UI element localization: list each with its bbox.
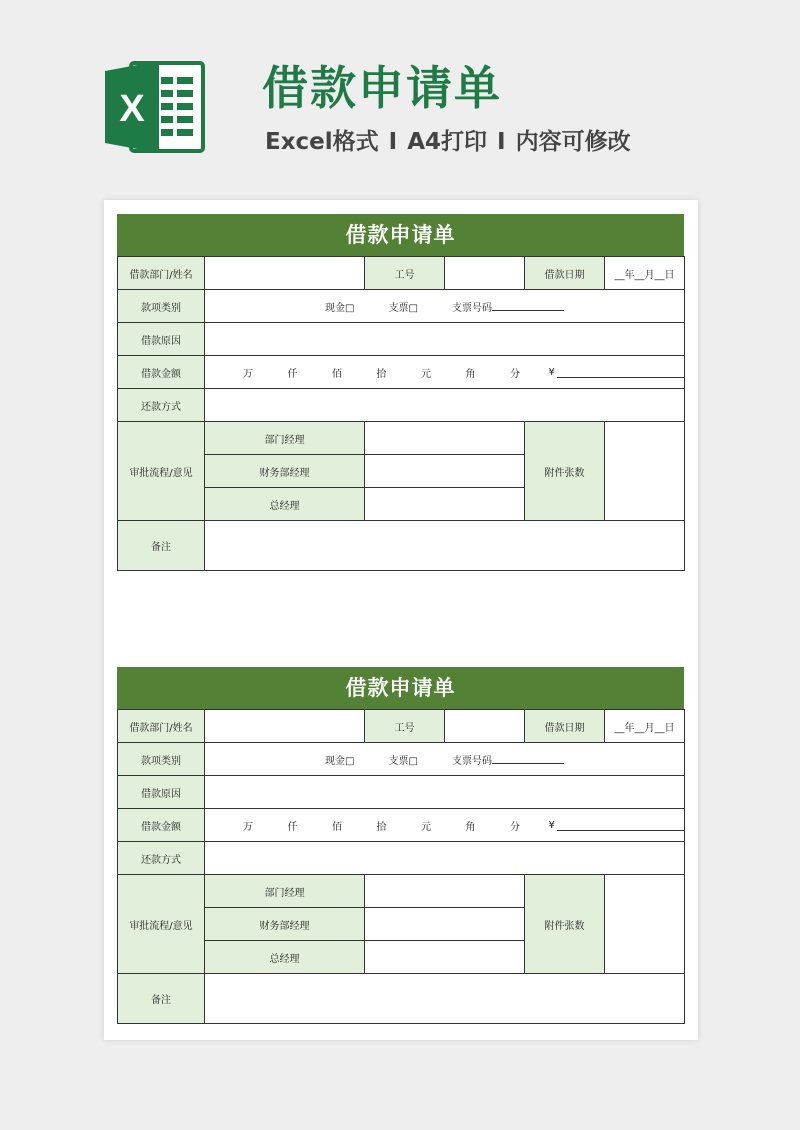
attachments-field[interactable]: [605, 422, 685, 521]
amount-unit: 分: [510, 821, 520, 833]
excel-logo-icon: [103, 57, 207, 157]
loan-date-field[interactable]: __年__月__日: [605, 710, 685, 743]
reason-field[interactable]: [205, 323, 685, 356]
subtitle-print: A4打印: [407, 129, 488, 155]
loan-date-label: 借款日期: [525, 710, 605, 743]
amount-unit: 万: [243, 368, 253, 380]
amount-unit: 元: [421, 821, 431, 833]
category-field[interactable]: [205, 743, 685, 776]
approver-finance-manager: 财务部经理: [205, 455, 365, 488]
check-number-label: 支票号码: [451, 302, 492, 314]
check-number-line[interactable]: [492, 301, 564, 311]
dept-name-field[interactable]: [205, 710, 365, 743]
category-label: 款项类别: [118, 290, 205, 323]
check-checkbox[interactable]: 支票□: [388, 755, 418, 767]
form-title: 借款申请单: [117, 214, 684, 256]
dept-name-field[interactable]: [205, 257, 365, 290]
amount-label: 借款金额: [118, 809, 205, 842]
page-title: 借款申请单: [262, 61, 502, 115]
approver-finance-manager-field[interactable]: [365, 908, 525, 941]
amount-unit: 分: [510, 368, 520, 380]
amount-unit: 元: [421, 368, 431, 380]
repayment-field[interactable]: [205, 389, 685, 422]
check-checkbox[interactable]: 支票□: [388, 302, 418, 314]
amount-unit: 角: [465, 368, 476, 380]
reason-label: 借款原因: [118, 776, 205, 809]
attachments-label: 附件张数: [525, 422, 605, 521]
currency-symbol: ¥: [548, 366, 555, 378]
loan-date-field[interactable]: __年__月__日: [605, 257, 685, 290]
approver-dept-manager-field[interactable]: [365, 422, 525, 455]
check-number-line[interactable]: [492, 754, 564, 764]
repayment-label: 还款方式: [118, 842, 205, 875]
amount-figure-line[interactable]: [557, 367, 684, 378]
approver-dept-manager: 部门经理: [205, 422, 365, 455]
reason-field[interactable]: [205, 776, 685, 809]
form-table: [117, 256, 685, 571]
approver-dept-manager: 部门经理: [205, 875, 365, 908]
employee-id-label: 工号: [365, 257, 445, 290]
amount-unit: 拾: [376, 821, 387, 833]
page-subtitle: [265, 126, 631, 158]
repayment-label: 还款方式: [118, 389, 205, 422]
dept-name-label: 借款部门/姓名: [118, 710, 205, 743]
subtitle-separator: I: [388, 129, 398, 155]
remarks-field[interactable]: [205, 521, 685, 571]
approval-label: 审批流程/意见: [118, 875, 205, 974]
employee-id-field[interactable]: [445, 710, 525, 743]
loan-date-label: 借款日期: [525, 257, 605, 290]
amount-figure-line[interactable]: [557, 820, 684, 831]
approver-general-manager-field[interactable]: [365, 488, 525, 521]
repayment-field[interactable]: [205, 842, 685, 875]
dept-name-label: 借款部门/姓名: [118, 257, 205, 290]
check-number-label: 支票号码: [451, 755, 492, 767]
employee-id-field[interactable]: [445, 257, 525, 290]
logo-letter: X: [119, 88, 145, 130]
approver-dept-manager-field[interactable]: [365, 875, 525, 908]
category-label: 款项类别: [118, 743, 205, 776]
amount-unit: 角: [465, 821, 476, 833]
loan-form-2: [117, 667, 684, 1024]
approver-general-manager: 总经理: [205, 488, 365, 521]
remarks-field[interactable]: [205, 974, 685, 1024]
subtitle-separator: I: [497, 129, 506, 155]
attachments-field[interactable]: [605, 875, 685, 974]
amount-unit: 仟: [287, 368, 298, 380]
approval-label: 审批流程/意见: [118, 422, 205, 521]
form-table: [117, 709, 685, 1024]
amount-field[interactable]: [205, 809, 685, 842]
amount-unit: 仟: [287, 821, 298, 833]
remarks-label: 备注: [118, 521, 205, 571]
currency-symbol: ¥: [548, 819, 555, 831]
amount-label: 借款金额: [118, 356, 205, 389]
attachments-label: 附件张数: [525, 875, 605, 974]
form-title: 借款申请单: [117, 667, 684, 709]
subtitle-format: Excel格式: [265, 129, 379, 155]
cash-checkbox[interactable]: 现金□: [325, 302, 355, 314]
cash-checkbox[interactable]: 现金□: [325, 755, 355, 767]
approver-general-manager-field[interactable]: [365, 941, 525, 974]
loan-form-1: [117, 214, 684, 571]
category-field[interactable]: [205, 290, 685, 323]
remarks-label: 备注: [118, 974, 205, 1024]
reason-label: 借款原因: [118, 323, 205, 356]
approver-finance-manager: 财务部经理: [205, 908, 365, 941]
amount-field[interactable]: [205, 356, 685, 389]
subtitle-editable: 内容可修改: [515, 129, 631, 155]
amount-unit: 拾: [376, 368, 387, 380]
employee-id-label: 工号: [365, 710, 445, 743]
amount-unit: 佰: [332, 821, 342, 833]
approver-general-manager: 总经理: [205, 941, 365, 974]
amount-unit: 万: [243, 821, 253, 833]
amount-unit: 佰: [332, 368, 342, 380]
approver-finance-manager-field[interactable]: [365, 455, 525, 488]
